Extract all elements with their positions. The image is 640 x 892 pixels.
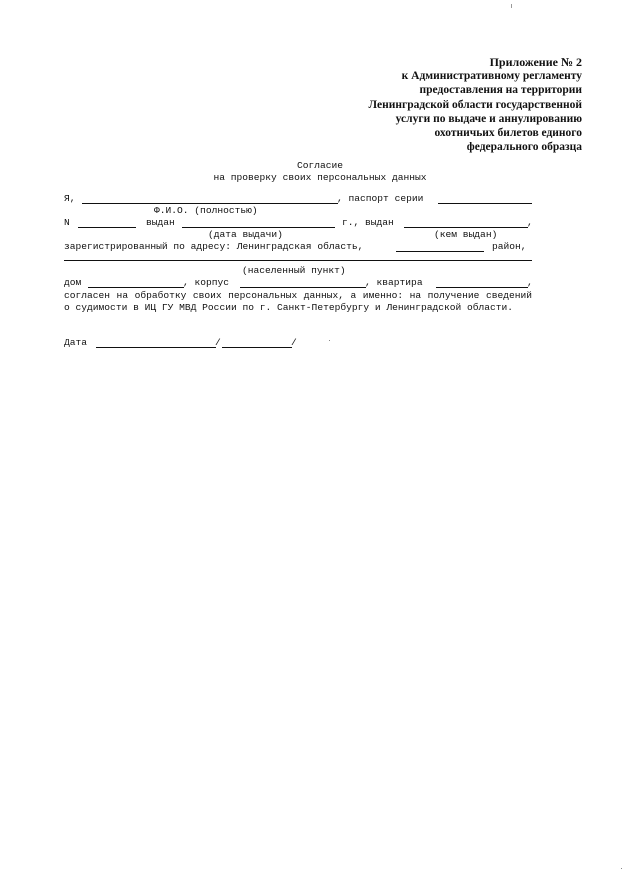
address-label: зарегистрированный по адресу: Ленинградская область, (64, 241, 364, 252)
appendix-line: к Административному регламенту (401, 70, 582, 83)
apartment-label: , квартира (365, 277, 423, 288)
house-label: дом (64, 277, 82, 288)
fio-hint: Ф.И.О. (полностью) (154, 205, 258, 216)
form-row-locality-line (64, 253, 532, 265)
form-row-address (64, 241, 532, 253)
signature-separator: / (291, 337, 297, 348)
consent-form (64, 193, 533, 348)
document-subtitle: на проверку своих персональных данных (213, 172, 427, 183)
issue-date-hint: (дата выдачи) (208, 229, 283, 240)
form-hint-row (64, 229, 532, 241)
passport-number-field[interactable] (78, 227, 136, 228)
issued-by-hint: (кем выдан) (434, 229, 498, 240)
passport-number-label: N (64, 217, 70, 228)
appendix-title: Приложение № 2 (489, 55, 582, 69)
passport-series-label: , паспорт серии (337, 193, 424, 204)
issued-by-label: г., выдан (342, 217, 394, 228)
form-row-name (64, 193, 532, 205)
apartment-field[interactable] (436, 287, 528, 288)
comma: , (527, 277, 533, 288)
form-row-date (64, 337, 364, 349)
scan-artifact (511, 4, 512, 8)
form-row-passport (64, 217, 532, 229)
appendix-line: охотничьих билетов единого (434, 127, 582, 140)
issue-date-field[interactable] (182, 227, 335, 228)
appendix-line: федерального образца (466, 141, 582, 154)
form-hint-row (64, 265, 532, 277)
house-field[interactable] (88, 287, 184, 288)
locality-hint: (населенный пункт) (242, 265, 346, 276)
scan-artifact (621, 868, 622, 869)
date-label: Дата (64, 337, 88, 348)
appendix-line: Ленинградской области государственной (368, 98, 582, 111)
document-title-block (0, 160, 640, 184)
fio-field[interactable] (82, 203, 338, 204)
comma: , (527, 217, 533, 228)
district-label: район, (492, 241, 527, 252)
signature-field[interactable] (222, 347, 292, 348)
consent-text: согласен на обработку своих персональных данных, а именно: на получение сведений о судимости в ИЦ ГУ МВД России по г. Санкт-Петербургу и Ленинградской области. (64, 290, 532, 313)
appendix-line: услуги по выдаче и аннулированию (395, 112, 582, 125)
locality-field[interactable] (64, 260, 532, 261)
appendix-header (369, 55, 582, 154)
document-title: Согласие (296, 160, 344, 171)
form-hint-row (64, 205, 532, 217)
issued-by-field[interactable] (404, 227, 528, 228)
issued-label: выдан (146, 217, 175, 228)
date-separator: / (215, 337, 221, 348)
passport-series-field[interactable] (438, 203, 532, 204)
name-prefix: Я, (64, 193, 76, 204)
building-field[interactable] (240, 287, 366, 288)
date-field[interactable] (96, 347, 216, 348)
appendix-line: предоставления на территории (419, 84, 582, 97)
form-row-house (64, 277, 532, 289)
district-field[interactable] (396, 251, 484, 252)
building-label: , корпус (183, 277, 230, 288)
